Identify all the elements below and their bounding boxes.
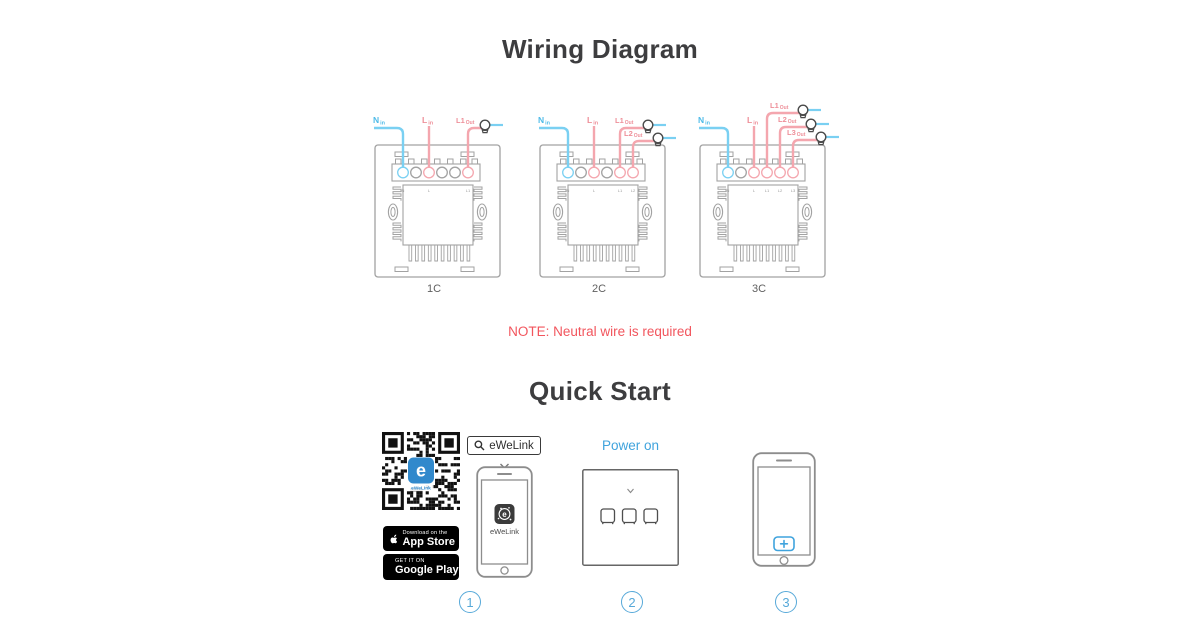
google-play-badge-tagline: GET IT ON: [395, 558, 425, 564]
switch-back-plate: [540, 145, 665, 277]
terminal-2: [411, 167, 422, 178]
app-store-badge-tagline: Download on the: [402, 529, 448, 536]
terminal-2: [576, 167, 587, 178]
diagram-label: 1C: [426, 283, 442, 295]
power-on-label: Power on: [601, 438, 660, 453]
terminal-6: [788, 167, 799, 178]
svg-text:L2: L2: [777, 188, 783, 193]
step-3-badge: 3: [775, 591, 797, 613]
apple-icon: [390, 531, 397, 547]
touch-switch-panel: [582, 469, 679, 571]
terminal-2: [736, 167, 747, 178]
touch-button[interactable]: [601, 509, 615, 524]
svg-text:Nin: Nin: [538, 115, 551, 127]
svg-text:Nin: Nin: [373, 115, 386, 127]
svg-text:Nin: Nin: [698, 115, 711, 127]
svg-text:L1Out: L1Out: [770, 101, 789, 112]
svg-text:L: L: [592, 188, 596, 193]
app-store-badge[interactable]: [383, 526, 459, 551]
terminal-3: [424, 167, 435, 178]
ewelink-search-box[interactable]: [467, 436, 541, 455]
google-play-badge[interactable]: [383, 554, 459, 580]
svg-text:eWeLink: eWeLink: [411, 486, 431, 492]
terminal-4: [602, 167, 613, 178]
terminal-1: [398, 167, 409, 178]
phone-add-device: [752, 452, 816, 572]
light-bulb-icon: [798, 105, 808, 117]
svg-text:e: e: [502, 510, 507, 520]
terminal-5: [775, 167, 786, 178]
svg-text:L2Out: L2Out: [778, 115, 797, 126]
svg-text:N: N: [401, 188, 405, 193]
terminal-5: [450, 167, 461, 178]
svg-text:Lin: Lin: [422, 115, 434, 127]
svg-text:L1Out: L1Out: [456, 116, 475, 127]
search-label: eWeLink: [489, 439, 534, 452]
svg-text:e: e: [415, 460, 427, 481]
diagram-label: 3C: [751, 283, 767, 295]
phone-with-app: [476, 466, 533, 583]
terminal-4: [762, 167, 773, 178]
svg-text:L2: L2: [630, 188, 636, 193]
quickstart-title: Quick Start: [528, 376, 671, 406]
wiring-diagram-3c: [680, 95, 845, 300]
diagram-label: 2C: [591, 283, 607, 295]
svg-text:L2Out: L2Out: [624, 129, 643, 140]
wiring-diagram-2c: [520, 95, 685, 300]
terminal-5: [615, 167, 626, 178]
terminal-3: [749, 167, 760, 178]
light-bulb-icon: [643, 120, 653, 132]
touch-button[interactable]: [644, 509, 658, 524]
terminal-6: [628, 167, 639, 178]
touch-button[interactable]: [623, 509, 637, 524]
svg-text:Lin: Lin: [747, 115, 759, 127]
search-icon: [474, 440, 485, 451]
add-device-button[interactable]: [774, 537, 794, 551]
svg-text:L1Out: L1Out: [615, 116, 634, 127]
google-play-badge-label: Google Play: [395, 564, 459, 576]
svg-text:L3Out: L3Out: [787, 128, 806, 139]
svg-text:N: N: [726, 188, 730, 193]
terminal-1: [723, 167, 734, 178]
terminal-4: [437, 167, 448, 178]
svg-text:L1: L1: [465, 188, 471, 193]
step-1-badge: 1: [459, 591, 481, 613]
svg-text:L: L: [752, 188, 756, 193]
light-bulb-icon: [480, 120, 490, 132]
svg-text:L1: L1: [764, 188, 770, 193]
svg-text:L: L: [427, 188, 431, 193]
switch-back-plate: [700, 145, 825, 277]
terminal-3: [589, 167, 600, 178]
light-bulb-icon: [806, 119, 816, 131]
phone-app-label: eWeLink: [489, 527, 520, 536]
svg-text:L1: L1: [617, 188, 623, 193]
wiring-diagram-1c: [355, 95, 520, 300]
terminal-1: [563, 167, 574, 178]
ewelink-app-icon: [495, 504, 515, 524]
switch-back-plate: [375, 145, 500, 277]
step-2-badge: 2: [621, 591, 643, 613]
svg-text:N: N: [566, 188, 570, 193]
neutral-wire-note: NOTE: Neutral wire is required: [508, 324, 692, 339]
app-store-badge-label: App Store: [402, 535, 455, 548]
light-bulb-icon: [653, 133, 663, 145]
terminal-6: [463, 167, 474, 178]
qr-code: [382, 432, 460, 510]
wiring-diagram-title: Wiring Diagram: [501, 34, 699, 64]
svg-text:Lin: Lin: [587, 115, 599, 127]
svg-text:L3: L3: [790, 188, 796, 193]
light-bulb-icon: [816, 132, 826, 144]
